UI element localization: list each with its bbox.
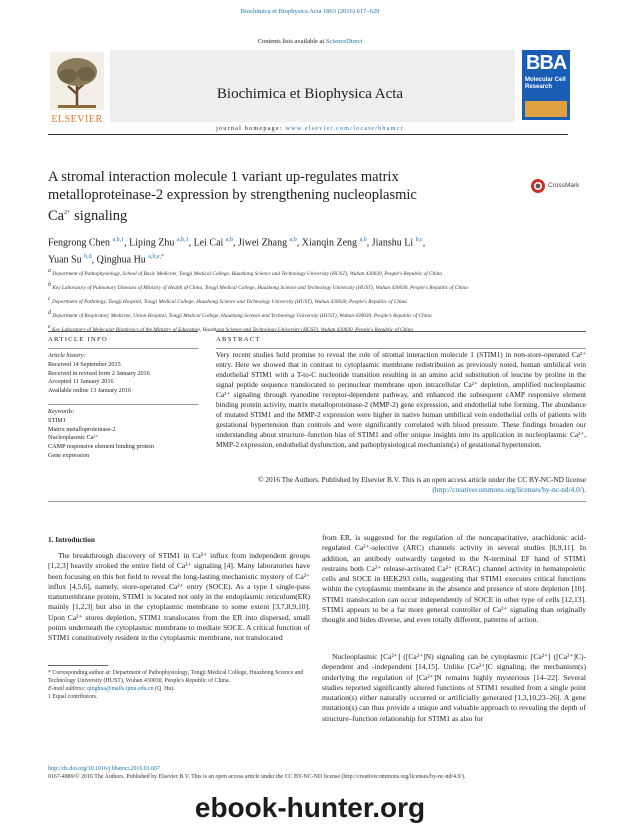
keyword-item: Gene expression <box>48 451 90 459</box>
footnote-rule <box>48 665 108 666</box>
journal-homepage: journal homepage: www.elsevier.com/locate/bbamcr <box>216 125 404 132</box>
journal-cover <box>522 50 570 120</box>
affiliation-list <box>48 266 578 336</box>
author[interactable]: Lei Cai <box>193 237 224 249</box>
license-link[interactable]: (http://creativecommons.org/licenses/by-nc-nd/4.0/). <box>432 485 586 494</box>
intro-paragraph-right-2: Nucleoplasmic [Ca²⁺] ([Ca²⁺]N) signaling can be cytoplasmic [Ca²⁺] ([Ca²⁺]C)-dependent and -independent [14,15]. Unlike [Ca²⁺]C signaling, the mechanism(s) underlying the regulation of [Ca²⁺]N remains highly mysterious [14–22]. Several studies reported significantly altered functions of STIM1 resulted from a single point mutation(s) either naturally occurred or artificially generated [1,3,10,23–26]. A gene mutation(s) can thus provide a unique and valuable approach to revealing the depth of structure–function relationship for STIM1 as also for <box>322 652 586 723</box>
history-item: Accepted 11 January 2016 <box>48 378 114 386</box>
author-list: Fengrong Chen $^{a,b,1}$, Liping Zhu $^{a,b,1}$, Lei Cai $^{a,b}$, Jiwei Zhang $^{a,b}$, Xianqin Zeng $^{a,b}$, Jianshu Li $^{b,c}$, Yuan Su $^{b,d}$, Qinghua Hu $^{a,b,e,*}$ <box>48 237 426 266</box>
issn-line: 0167-4889/© 2016 The Authors. Published by Elsevier B.V. This is an open access article under the CC BY-NC-ND license (http://creativecommons.org/licenses/by-nc-nd/4.0/). <box>48 774 466 780</box>
cover-title: BBA <box>526 52 567 74</box>
abstract-text: Very recent studies hold promise to reveal the role of stromal interaction molecule 1 (STIM1) in non-store-operated Ca²⁺ entry. Here we showed that in contrast to cytoplasmic membrane redistribution as previously noted, human umbilical vein endothelial STIM1 with a T-to-C nucleotide transition resulting in an amino acid substitution of leucine by proline in the signal peptide sequence translocated to perinuclear membrane upon intracellular Ca²⁺ depletion, amplified nucleoplasmic Ca²⁺ signaling through ryanodine receptor-dependent pathway, and enhanced the subsequent cAMP responsive element binding protein activity, matrix metalloproteinase-2 (MMP-2) gene expression, and endothelial tube forming. The abundance of mutated STIM1 and the MMP-2 expression were higher in native human umbilical vein endothelial cells of patients with gestational hypertension than controls and were significantly correlated with blood pressure. These findings broaden our understanding about structure–function bias of STIM1 and offer unique insights into its application in nucleoplasmic Ca²⁺, MMP-2 expression, endothelial dysfunction, and pathophysiological mechanism(s) of gestational hypertension. <box>216 350 586 449</box>
abstract-rule <box>216 348 586 349</box>
sciencedirect-link[interactable]: ScienceDirect <box>325 38 363 45</box>
keywords-rule <box>48 404 198 405</box>
abstract-heading: ABSTRACT <box>216 336 261 343</box>
footnotes <box>48 669 310 701</box>
author[interactable]: Yuan Su <box>48 254 82 266</box>
affiliation-item: $^c$ Department of Pathology, Tongji Hospital, Tongji Medical College, Huazhong Science and Technology University (HUST), Wuhan 430030, People's Republic of China <box>48 296 407 305</box>
keyword-item: Matrix metalloproteinase-2 <box>48 425 116 433</box>
keyword-item: CAMP responsive element binding protein <box>48 443 154 451</box>
author[interactable]: Liping Zhu <box>129 237 175 249</box>
article-info-rule <box>48 348 198 349</box>
affiliation-item: $^d$ Department of Respiratory Medicine, Union Hospital, Tongji Medical College, Huazhong Science and Technology University (HUST), Wuhan 430030, People's Republic of China <box>48 310 432 319</box>
cover-subtitle: Molecular Cell Research <box>525 77 566 90</box>
abstract-rule-top <box>216 331 586 332</box>
author[interactable]: Fengrong Chen <box>48 237 110 249</box>
bottom-info <box>48 765 588 781</box>
intro-paragraph-left: The breakthrough discovery of STIM1 in Ca²⁺ influx from independent groups [1,2,3] heavily stroked the entire field of Ca²⁺ signaling [4]. Many laboratories have been focusing on this hot field to reveal the long-lasting mechanistic mystery of Ca²⁺ influx [4,5,6], namely, store-operated Ca²⁺ entry (SOCE). As a type I single-pass transmembrane protein, STIM1 is located not only in the endoplasmic reticulum(ER) mainly [1,2,3] but also in the cytoplasmic membrane to some extent [3,7,8,9,10]. Upon Ca²⁺ stores depletion, STIM1 translocates from the ER into dispersed, small points underneath the cytoplasmic membrane to mediate SOCE. A critical function of STIM1 constitutively resident in the cytoplasmic membrane, not translocated <box>48 551 310 643</box>
author[interactable]: Qinghua Hu <box>96 254 146 266</box>
keyword-item: STIM1 <box>48 416 66 424</box>
article-info-heading: ARTICLE INFO <box>48 336 109 343</box>
corresponding-author-note: * Corresponding author at: Department of Pathophysiology, Tongji Medical College, Huazhong Science and Technology University (HUST), Wuhan 430030, People's Republic of China. <box>48 670 304 684</box>
author[interactable]: Xianqin Zeng <box>301 237 358 249</box>
doi-link[interactable]: http://dx.doi.org/10.1016/j.bbamcr.2016.01.007 <box>48 766 160 772</box>
cover-band <box>525 101 567 117</box>
contents-line: Contents lists available at ScienceDirect <box>257 38 363 45</box>
section-heading: 1. Introduction <box>48 535 95 544</box>
author[interactable]: Jianshu Li <box>371 237 414 249</box>
keyword-item: Nucleoplasmic Ca²⁺ <box>48 434 99 442</box>
crossmark-icon <box>530 178 546 194</box>
intro-paragraph-right: from ER, is suggested for the regulation of the noncapacitative, arachidonic acid-regulated Ca²⁺-selective (ARC) channels activity in several studies [8,9,11]. In addition, an antibody outwardly targeted to the N-terminal EF hand of STIM1 restrains both Ca²⁺ release-activated Ca²⁺ (CRAC) channel activity in hematopoietic cells and SOCE in HEK293 cells, suggesting that STIM1 executes critical functions within the cytoplasmic membrane in the absence and presence of store depletion [10]. STIM1 translocation can occur independently of SOCE in other type of cells [12,13]. STIM1 appears to be a far more general controller of Ca²⁺ signaling than originally thought and hides diverse, and even totally different, patterns of action. <box>322 533 586 625</box>
history-item: Available online 13 January 2016 <box>48 387 132 395</box>
equal-contribution-note: 1 Equal contributors. <box>48 694 98 700</box>
keywords: Keywords: STIM1 Matrix metalloproteinase-2 Nucleoplasmic Ca²⁺ CAMP responsive element binding protein Gene expression <box>48 408 198 461</box>
email-link[interactable]: qinghua@mails.tjmu.edu.cn <box>87 686 154 692</box>
history-item: Received 14 September 2015 <box>48 360 121 368</box>
affiliation-item: $^e$ Huazhong <box>48 324 225 334</box>
email-note: E-mail address: qinghua@mails.tjmu.edu.cn (Q. Hu). <box>48 686 175 692</box>
journal-reference[interactable] <box>0 8 620 15</box>
journal-reference-link[interactable]: Biochimica et Biophysica Acta 1863 (2016) 617–629 <box>240 8 380 15</box>
elsevier-wordmark: ELSEVIER <box>51 114 103 125</box>
article-title: A stromal interaction molecule 1 variant up-regulates matrix metalloproteinase-2 expression by strengthening nucleoplasmic $Ca^{2+}$ signaling <box>48 169 417 224</box>
affiliation-item: $^b$ Key Laboratory of Pulmonary Diseases of Ministry of Health of China, Tongji Medical College, Huazhong Science and Technology University (HUST), Wuhan 430030, People's Republic of China <box>48 282 468 291</box>
journal-name: Biochimica et Biophysica Acta <box>216 86 404 102</box>
author[interactable]: Jiwei Zhang <box>237 237 288 249</box>
abstract-copyright: © 2016 The Authors. Published by Elsevier B.V. This is an open access article under the CC BY-NC-ND license (http://creativecommons.org/licenses/by-nc-nd/4.0/). <box>258 475 586 494</box>
article-history: Article history: Received 14 September 2015 Received in revised form 2 January 2016 Accepted 11 January 2016 Available online 13 January 2016 <box>48 352 198 396</box>
abstract-rule-bottom <box>48 501 586 502</box>
affiliation-item: $^a$ Department of Pathophysiology, School of Basic Medicine, Tongji Medical College, Huazhong Science and Technology University (HUST), Wuhan 430030, People's Republic of China <box>48 268 443 277</box>
history-item: Received in revised form 2 January 2016 <box>48 369 150 377</box>
elsevier-logo <box>48 50 106 128</box>
watermark: ebook-hunter.org <box>194 792 426 823</box>
homepage-link[interactable]: www.elsevier.com/locate/bbamcr <box>285 125 404 132</box>
crossmark-button[interactable]: CrossMark <box>530 178 590 194</box>
article-info-rule-top <box>48 331 198 332</box>
